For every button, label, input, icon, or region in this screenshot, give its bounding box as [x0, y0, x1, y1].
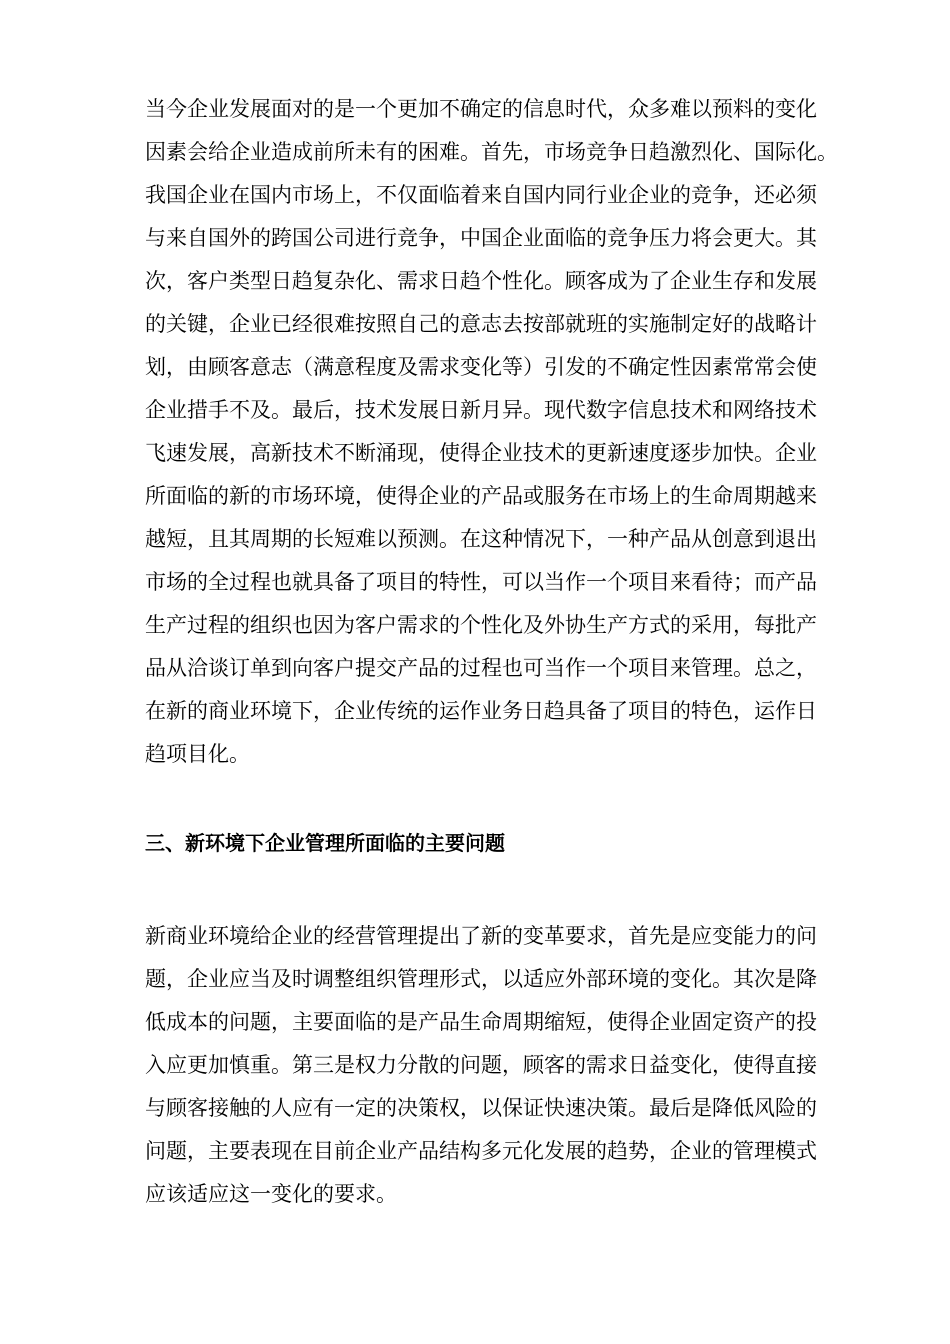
- paragraph-line: 品从洽谈订单到向客户提交产品的过程也可当作一个项目来管理。总之，: [145, 656, 817, 680]
- paragraph-line: 题，企业应当及时调整组织管理形式，以适应外部环境的变化。其次是降: [145, 967, 817, 991]
- section-heading: 三、新环境下企业管理所面临的主要问题: [145, 831, 505, 855]
- paragraph-line: 问题，主要表现在目前企业产品结构多元化发展的趋势，企业的管理模式: [145, 1139, 817, 1163]
- paragraph-line: 次，客户类型日趋复杂化、需求日趋个性化。顾客成为了企业生存和发展: [145, 269, 817, 293]
- paragraph-line: 因素会给企业造成前所未有的困难。首先，市场竞争日趋激烈化、国际化。: [145, 140, 838, 164]
- paragraph-line: 生产过程的组织也因为客户需求的个性化及外协生产方式的采用，每批产: [145, 613, 817, 637]
- paragraph-line: 企业措手不及。最后，技术发展日新月异。现代数字信息技术和网络技术: [145, 398, 817, 422]
- paragraph-line: 新商业环境给企业的经营管理提出了新的变革要求，首先是应变能力的问: [145, 924, 817, 948]
- paragraph-line: 市场的全过程也就具备了项目的特性，可以当作一个项目来看待；而产品: [145, 570, 817, 594]
- paragraph-line: 的关键，企业已经很难按照自己的意志去按部就班的实施制定好的战略计: [145, 312, 817, 336]
- paragraph-line: 所面临的新的市场环境，使得企业的产品或服务在市场上的生命周期越来: [145, 484, 817, 508]
- paragraph-line: 趋项目化。: [145, 742, 250, 766]
- paragraph-line: 低成本的问题，主要面临的是产品生命周期缩短，使得企业固定资产的投: [145, 1010, 817, 1034]
- paragraph-line: 与顾客接触的人应有一定的决策权，以保证快速决策。最后是降低风险的: [145, 1096, 817, 1120]
- paragraph-line: 应该适应这一变化的要求。: [145, 1182, 397, 1206]
- paragraph-line: 飞速发展，高新技术不断涌现，使得企业技术的更新速度逐步加快。企业: [145, 441, 817, 465]
- paragraph-line: 当今企业发展面对的是一个更加不确定的信息时代，众多难以预料的变化: [145, 97, 817, 121]
- body-paragraph-management-problems: [145, 915, 865, 1216]
- paragraph-line: 划，由顾客意志（满意程度及需求变化等）引发的不确定性因素常常会使: [145, 355, 817, 379]
- paragraph-line: 越短，且其周期的长短难以预测。在这种情况下，一种产品从创意到退出: [145, 527, 817, 551]
- paragraph-line: 我国企业在国内市场上，不仅面临着来自国内同行业企业的竞争，还必须: [145, 183, 817, 207]
- body-paragraph-market-environment: [145, 88, 865, 776]
- paragraph-line: 在新的商业环境下，企业传统的运作业务日趋具备了项目的特色，运作日: [145, 699, 817, 723]
- paragraph-line: 与来自国外的跨国公司进行竞争，中国企业面临的竞争压力将会更大。其: [145, 226, 817, 250]
- paragraph-line: 入应更加慎重。第三是权力分散的问题，顾客的需求日益变化，使得直接: [145, 1053, 817, 1077]
